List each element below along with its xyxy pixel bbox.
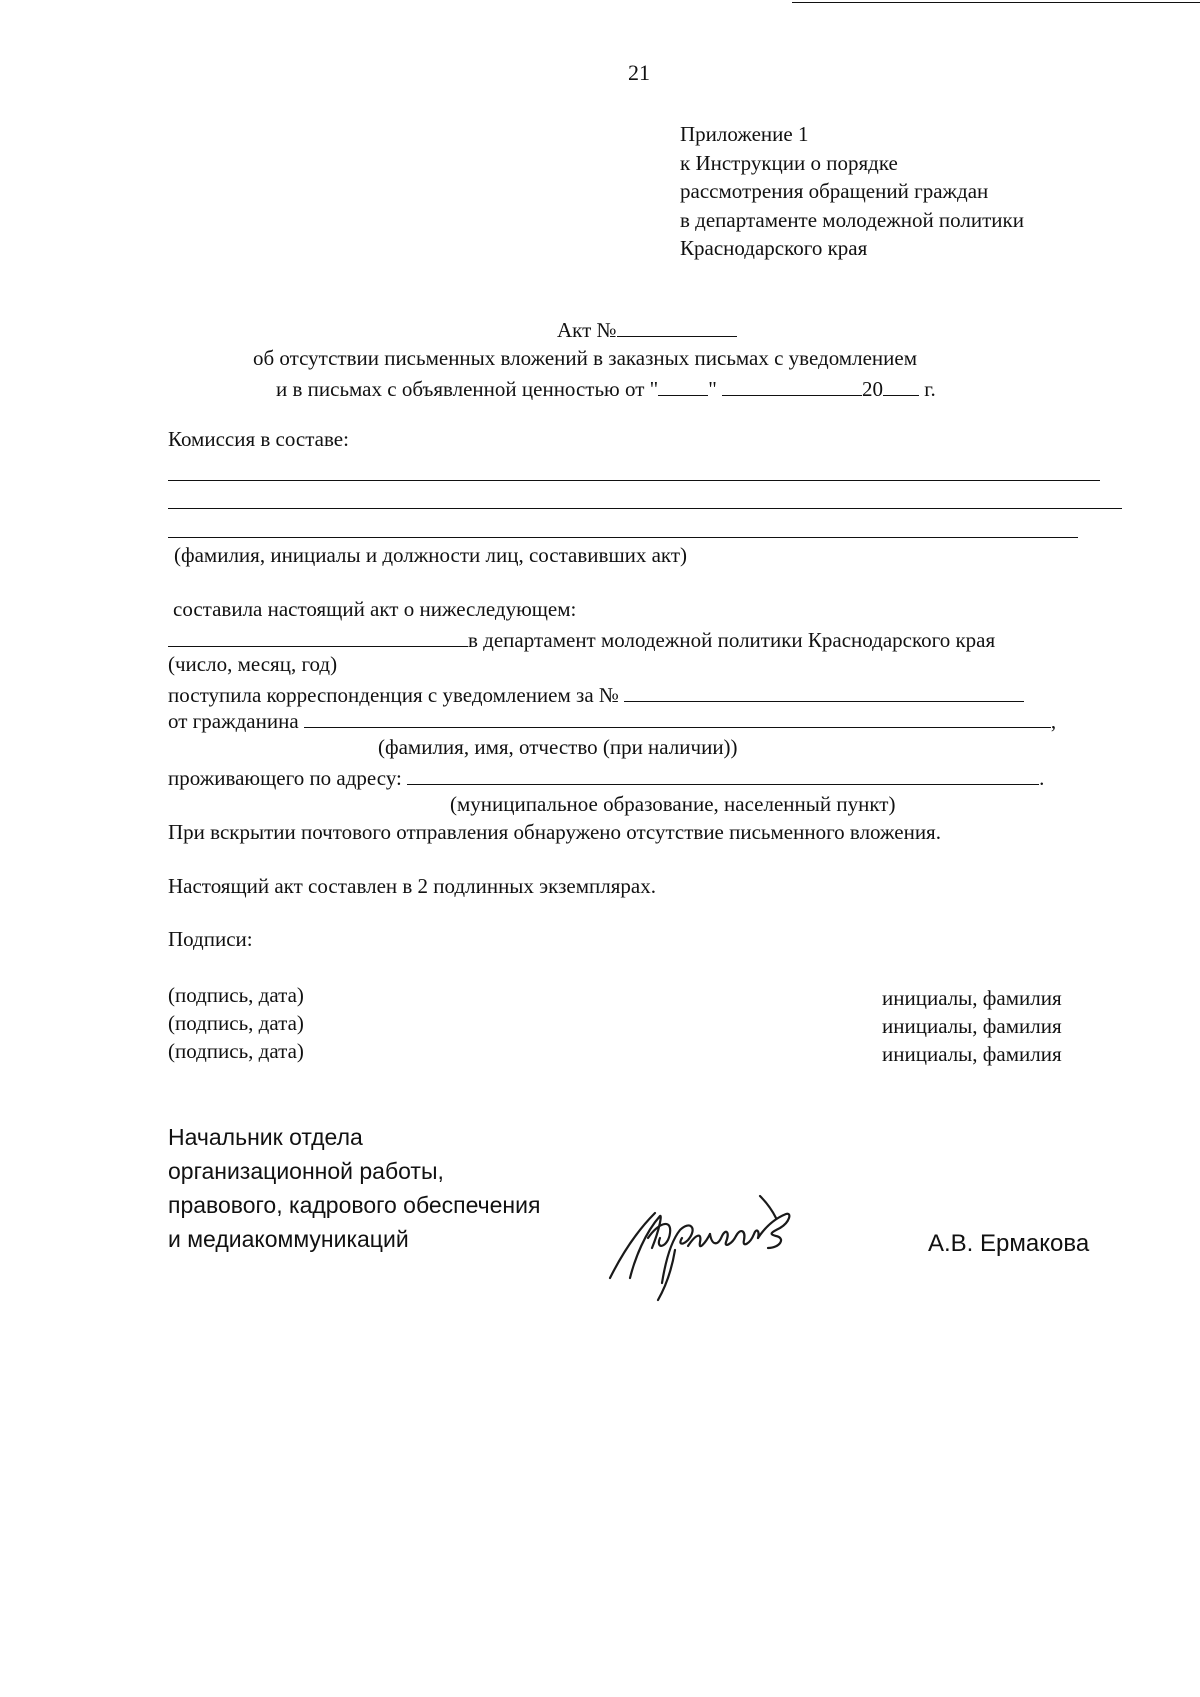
position-line-4: и медиакоммуникаций xyxy=(168,1226,409,1252)
act-number-blank xyxy=(617,318,737,337)
appendix-line-5: Краснодарского края xyxy=(680,236,868,260)
position-line-3: правового, кадрового обеспечения xyxy=(168,1192,541,1218)
citizen-text: от гражданина xyxy=(168,709,299,733)
received-text: поступила корреспонденция с уведомлением за № xyxy=(168,683,619,707)
address-period: . xyxy=(1039,766,1045,790)
signature-row-3-right: инициалы, фамилия xyxy=(882,1042,1062,1066)
month-blank xyxy=(722,377,862,396)
citizen-comma: , xyxy=(1050,709,1057,733)
appendix-line-1: Приложение 1 xyxy=(680,122,809,146)
page-number: 21 xyxy=(628,60,650,85)
appendix-line-2: к Инструкции о порядке xyxy=(680,151,898,175)
year-prefix: 20 xyxy=(862,377,884,401)
signature-row-1-right: инициалы, фамилия xyxy=(882,986,1062,1010)
residing-text: проживающего по адресу: xyxy=(168,766,402,790)
department-line xyxy=(168,628,995,651)
act-subtitle-2 xyxy=(276,377,936,400)
copies-text: Настоящий акт составлен в 2 подлинных экземплярах. xyxy=(168,874,656,898)
residing-line xyxy=(168,766,1044,789)
commission-label: Комиссия в составе: xyxy=(168,427,349,451)
department-text: в департамент молодежной политики Краснодарского края xyxy=(468,628,996,652)
act-subtitle-1: об отсутствии письменных вложений в заказных письмах с уведомлением xyxy=(253,346,917,370)
receipt-number-blank xyxy=(624,683,1024,702)
appendix-line-3: рассмотрения обращений граждан xyxy=(680,179,989,203)
commission-line-2 xyxy=(168,508,1122,509)
signer-name: А.В. Ермакова xyxy=(928,1230,1090,1257)
opening-text: При вскрытии почтового отправления обнаружено отсутствие письменного вложения. xyxy=(168,820,941,844)
scan-edge-line xyxy=(792,2,1200,3)
address-blank xyxy=(407,766,1039,785)
compiled-text: составила настоящий акт о нижеследующем: xyxy=(173,597,577,621)
citizen-name-blank xyxy=(304,709,1051,728)
signature-row-1-left: (подпись, дата) xyxy=(168,983,304,1007)
address-caption: (муниципальное образование, населенный пункт) xyxy=(450,792,896,816)
commission-line-1 xyxy=(168,480,1100,481)
signature-row-3-left: (подпись, дата) xyxy=(168,1039,304,1063)
year-blank xyxy=(883,377,919,396)
signature-row-2-right: инициалы, фамилия xyxy=(882,1014,1062,1038)
act-title-text: Акт № xyxy=(557,318,617,342)
day-blank xyxy=(658,377,708,396)
appendix-line-4: в департаменте молодежной политики xyxy=(680,208,1024,232)
act-subtitle-2-prefix: и в письмах с объявленной ценностью от " xyxy=(276,377,659,401)
act-title xyxy=(557,318,737,341)
date-blank xyxy=(168,628,468,647)
commission-caption: (фамилия, инициалы и должности лиц, составивших акт) xyxy=(174,543,688,567)
commission-line-3 xyxy=(168,537,1078,538)
signatures-label: Подписи: xyxy=(168,927,253,951)
year-suffix: г. xyxy=(924,377,936,401)
signature-row-2-left: (подпись, дата) xyxy=(168,1011,304,1035)
citizen-line xyxy=(168,709,1056,732)
position-line-1: Начальник отдела xyxy=(168,1124,363,1150)
received-line xyxy=(168,683,1024,706)
act-subtitle-2-quote: " xyxy=(708,377,717,401)
name-caption: (фамилия, имя, отчество (при наличии)) xyxy=(378,735,738,759)
handwritten-signature xyxy=(600,1188,820,1303)
date-caption: (число, месяц, год) xyxy=(168,652,338,676)
position-line-2: организационной работы, xyxy=(168,1158,444,1184)
